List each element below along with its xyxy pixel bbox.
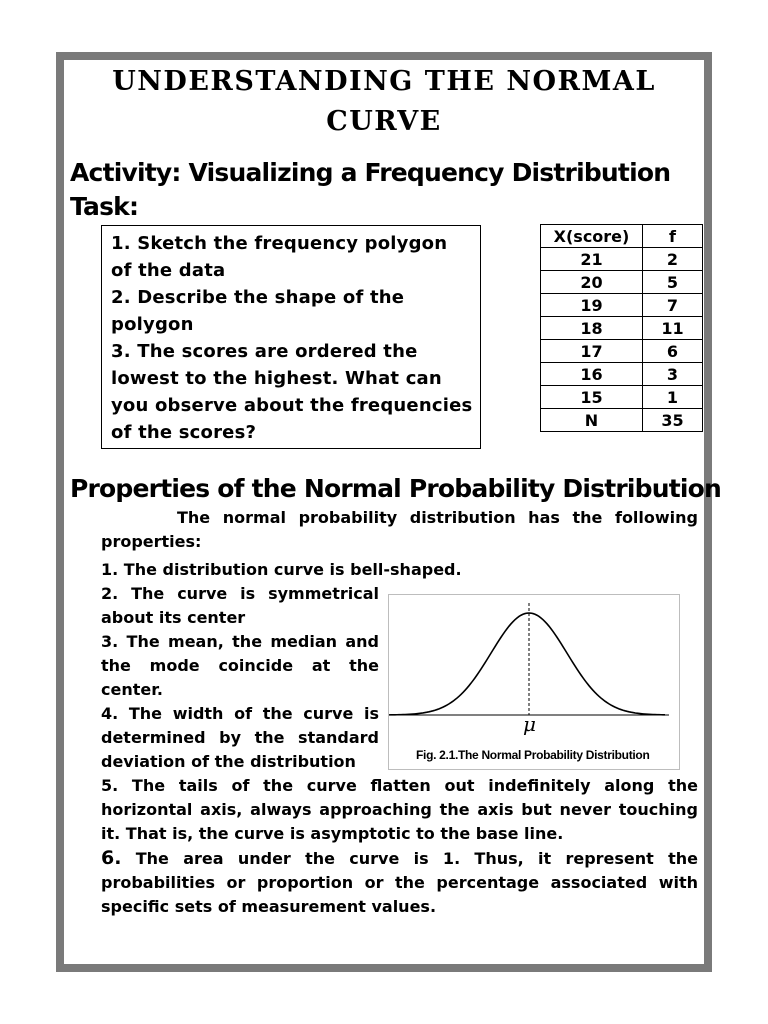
normal-curve-figure	[388, 594, 680, 770]
title-line-2: CURVE	[326, 106, 442, 137]
frequency-cell: 3	[643, 363, 703, 386]
bell-curve	[389, 613, 665, 715]
table-header-row	[541, 225, 703, 248]
table-row	[541, 340, 703, 363]
property-item-5: 5. The tails of the curve flatten out indefinitely along the horizontal axis, always approaching the axis but never touching it. That is, the curve is asymptotic to the base line.	[101, 776, 698, 843]
property-item-6-number: 6.	[101, 847, 122, 869]
property-item-6-text: The area under the curve is 1. Thus, it represent the probabilities or proportion or the percentage associated with specific sets of measurement values.	[101, 849, 698, 916]
page-title	[64, 62, 704, 142]
task-item-1: 1. Sketch the frequency polygon of the data	[111, 233, 448, 281]
task-box	[101, 225, 481, 449]
score-cell: 19	[541, 294, 643, 317]
properties-list-full	[101, 774, 698, 919]
header-frequency: f	[643, 225, 703, 248]
table-row	[541, 271, 703, 294]
header-score: X(score)	[541, 225, 643, 248]
task-label: Task:	[70, 192, 139, 221]
score-cell: 16	[541, 363, 643, 386]
frequency-cell: 2	[643, 248, 703, 271]
table-row	[541, 317, 703, 340]
total-value-cell: 35	[643, 409, 703, 432]
score-cell: 18	[541, 317, 643, 340]
frequency-cell: 5	[643, 271, 703, 294]
table-total-row	[541, 409, 703, 432]
task-item-3: 3. The scores are ordered the lowest to the highest. What can you observe about the frequencies of the scores?	[111, 341, 473, 443]
total-label-cell: N	[541, 409, 643, 432]
frequency-cell: 11	[643, 317, 703, 340]
frequency-table	[540, 224, 703, 432]
frequency-cell: 6	[643, 340, 703, 363]
property-item-3: 3. The mean, the median and the mode coincide at the center.	[101, 632, 379, 699]
mu-label: μ	[523, 712, 536, 736]
property-item-2: 2. The curve is symmetrical about its center	[101, 584, 379, 627]
score-cell: 15	[541, 386, 643, 409]
title-line-1: UNDERSTANDING THE NORMAL	[112, 66, 656, 97]
figure-caption: Fig. 2.1.The Normal Probability Distribution	[416, 748, 650, 762]
table-row	[541, 294, 703, 317]
properties-list-left	[101, 558, 462, 774]
frequency-cell: 1	[643, 386, 703, 409]
score-cell: 21	[541, 248, 643, 271]
activity-heading-block	[70, 156, 670, 224]
score-cell: 20	[541, 271, 643, 294]
property-item-4: 4. The width of the curve is determined by the standard deviation of the distribution	[101, 704, 379, 771]
normal-curve-graphic	[389, 595, 681, 771]
task-item-2: 2. Describe the shape of the polygon	[111, 287, 405, 335]
table-row	[541, 363, 703, 386]
activity-heading: Activity: Visualizing a Frequency Distribution	[70, 158, 671, 187]
properties-heading: Properties of the Normal Probability Distribution	[70, 474, 722, 503]
property-item-6	[101, 846, 698, 919]
property-item-1: 1. The distribution curve is bell-shaped.	[101, 560, 462, 579]
frequency-cell: 7	[643, 294, 703, 317]
score-cell: 17	[541, 340, 643, 363]
properties-intro: The normal probability distribution has the following properties:	[101, 508, 698, 551]
table-row	[541, 248, 703, 271]
table-row	[541, 386, 703, 409]
